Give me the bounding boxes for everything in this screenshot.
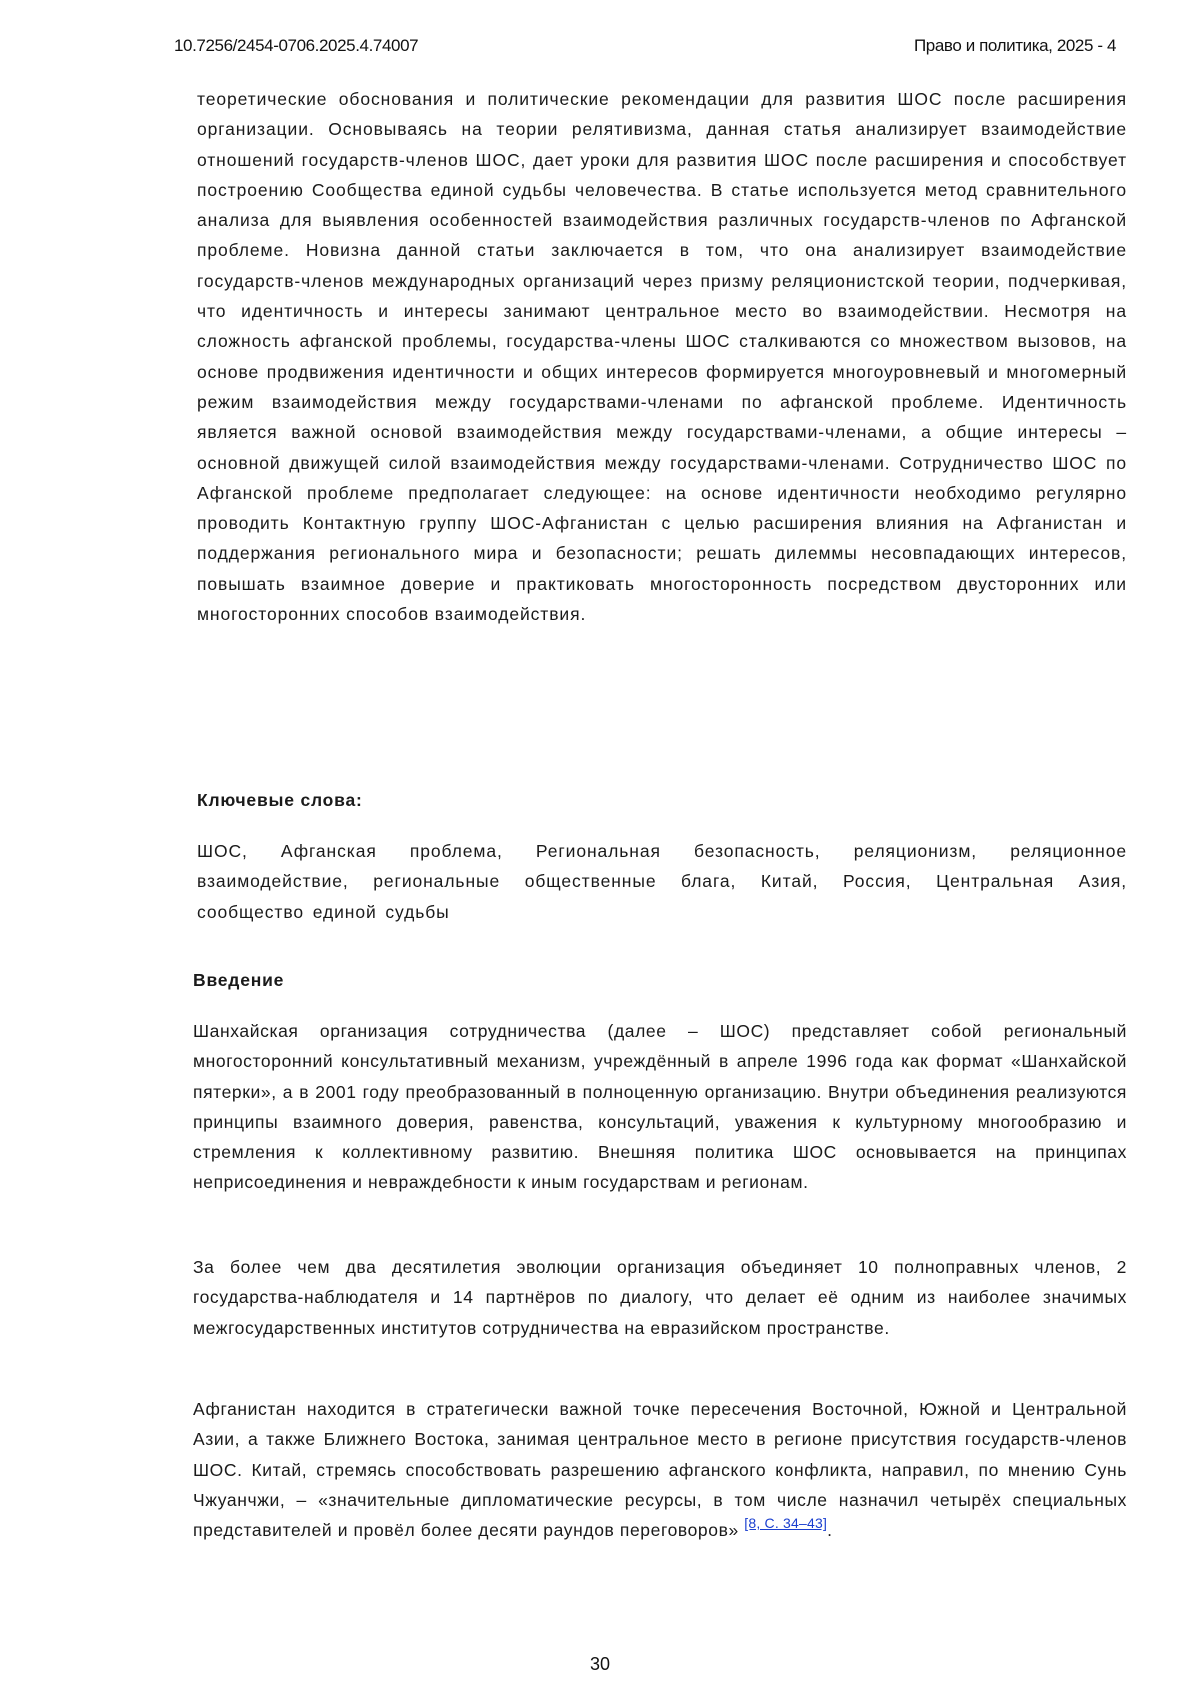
abstract-text: теоретические обоснования и политические рекомендации для развития ШОС после расширения организации. Основываясь на теории релятивизма, данная статья анализирует взаимодействие отношений государств-членов ШОС, дает уроки для развития ШОС после расширения и способствует построению Сообщества единой судьбы человечества. В статье используется метод сравнительного анализа для выявления особенностей взаимодействия различных государств-членов по Афганской проблеме. Новизна данной статьи заключается в том, что она анализирует взаимодействие государств-членов международных организаций через призму реляционистской теории, подчеркивая, что идентичность и интересы занимают центральное место во взаимодействии. Несмотря на сложность афганской проблемы, государства-члены ШОС сталкиваются со множеством вызовов, на основе продвижения идентичности и общих интересов формируется многоуровневый и многомерный режим взаимодействия между государствами-членами по афганской проблеме. Идентичность является важной основой взаимодействия между государствами-членами, а общие интересы – основной движущей силой взаимодействия между государствами-членами. Сотрудничество ШОС по Афганской проблеме предполагает следующее: на основе идентичности необходимо регулярно проводить Контактную группу ШОС-Афганистан с целью расширения влияния на Афганистан и поддержания регионального мира и безопасности; решать дилеммы несовпадающих интересов, повышать взаимное доверие и практиковать многосторонность посредством двусторонних или многосторонних способов взаимодействия. — [197, 84, 1127, 629]
introduction-paragraph — [193, 1394, 1127, 1546]
page-number: 30 — [0, 1654, 1200, 1675]
paragraph-text: Афганистан находится в стратегически важной точке пересечения Восточной, Южной и Центральной Азии, а также Ближнего Востока, занимая центральное место в регионе присутствия государств-членов ШОС. Китай, стремясь способствовать разрешению афганского конфликта, направил, по мнению Сунь Чжуанчжи, – «значительные дипломатические ресурсы, в том числе назначил четырёх специальных представителей и провёл более десяти раундов переговоров» — [193, 1399, 1127, 1540]
journal-header: Право и политика, 2025 - 4 — [914, 36, 1116, 56]
introduction-heading: Введение — [193, 970, 284, 991]
keywords-text: ШОС, Афганская проблема, Региональная безопасность, реляционизм, реляционное взаимодействие, региональные общественные блага, Китай, Россия, Центральная Азия, сообщество единой судьбы — [197, 836, 1127, 927]
citation-link[interactable]: [8, С. 34–43] — [744, 1515, 827, 1531]
paragraph-end: . — [827, 1520, 832, 1540]
doi-header: 10.7256/2454-0706.2025.4.74007 — [174, 36, 418, 56]
introduction-paragraph: Шанхайская организация сотрудничества (далее – ШОС) представляет собой региональный многосторонний консультативный механизм, учреждённый в апреле 1996 года как формат «Шанхайской пятерки», а в 2001 году преобразованный в полноценную организацию. Внутри объединения реализуются принципы взаимного доверия, равенства, консультаций, уважения к культурному многообразию и стремления к коллективному развитию. Внешняя политика ШОС основывается на принципах неприсоединения и невраждебности к иным государствам и регионам. — [193, 1016, 1127, 1198]
introduction-paragraph: За более чем два десятилетия эволюции организация объединяет 10 полноправных членов, 2 государства-наблюдателя и 14 партнёров по диалогу, что делает её одним из наиболее значимых межгосударственных институтов сотрудничества на евразийском пространстве. — [193, 1252, 1127, 1343]
keywords-heading: Ключевые слова: — [197, 790, 363, 811]
